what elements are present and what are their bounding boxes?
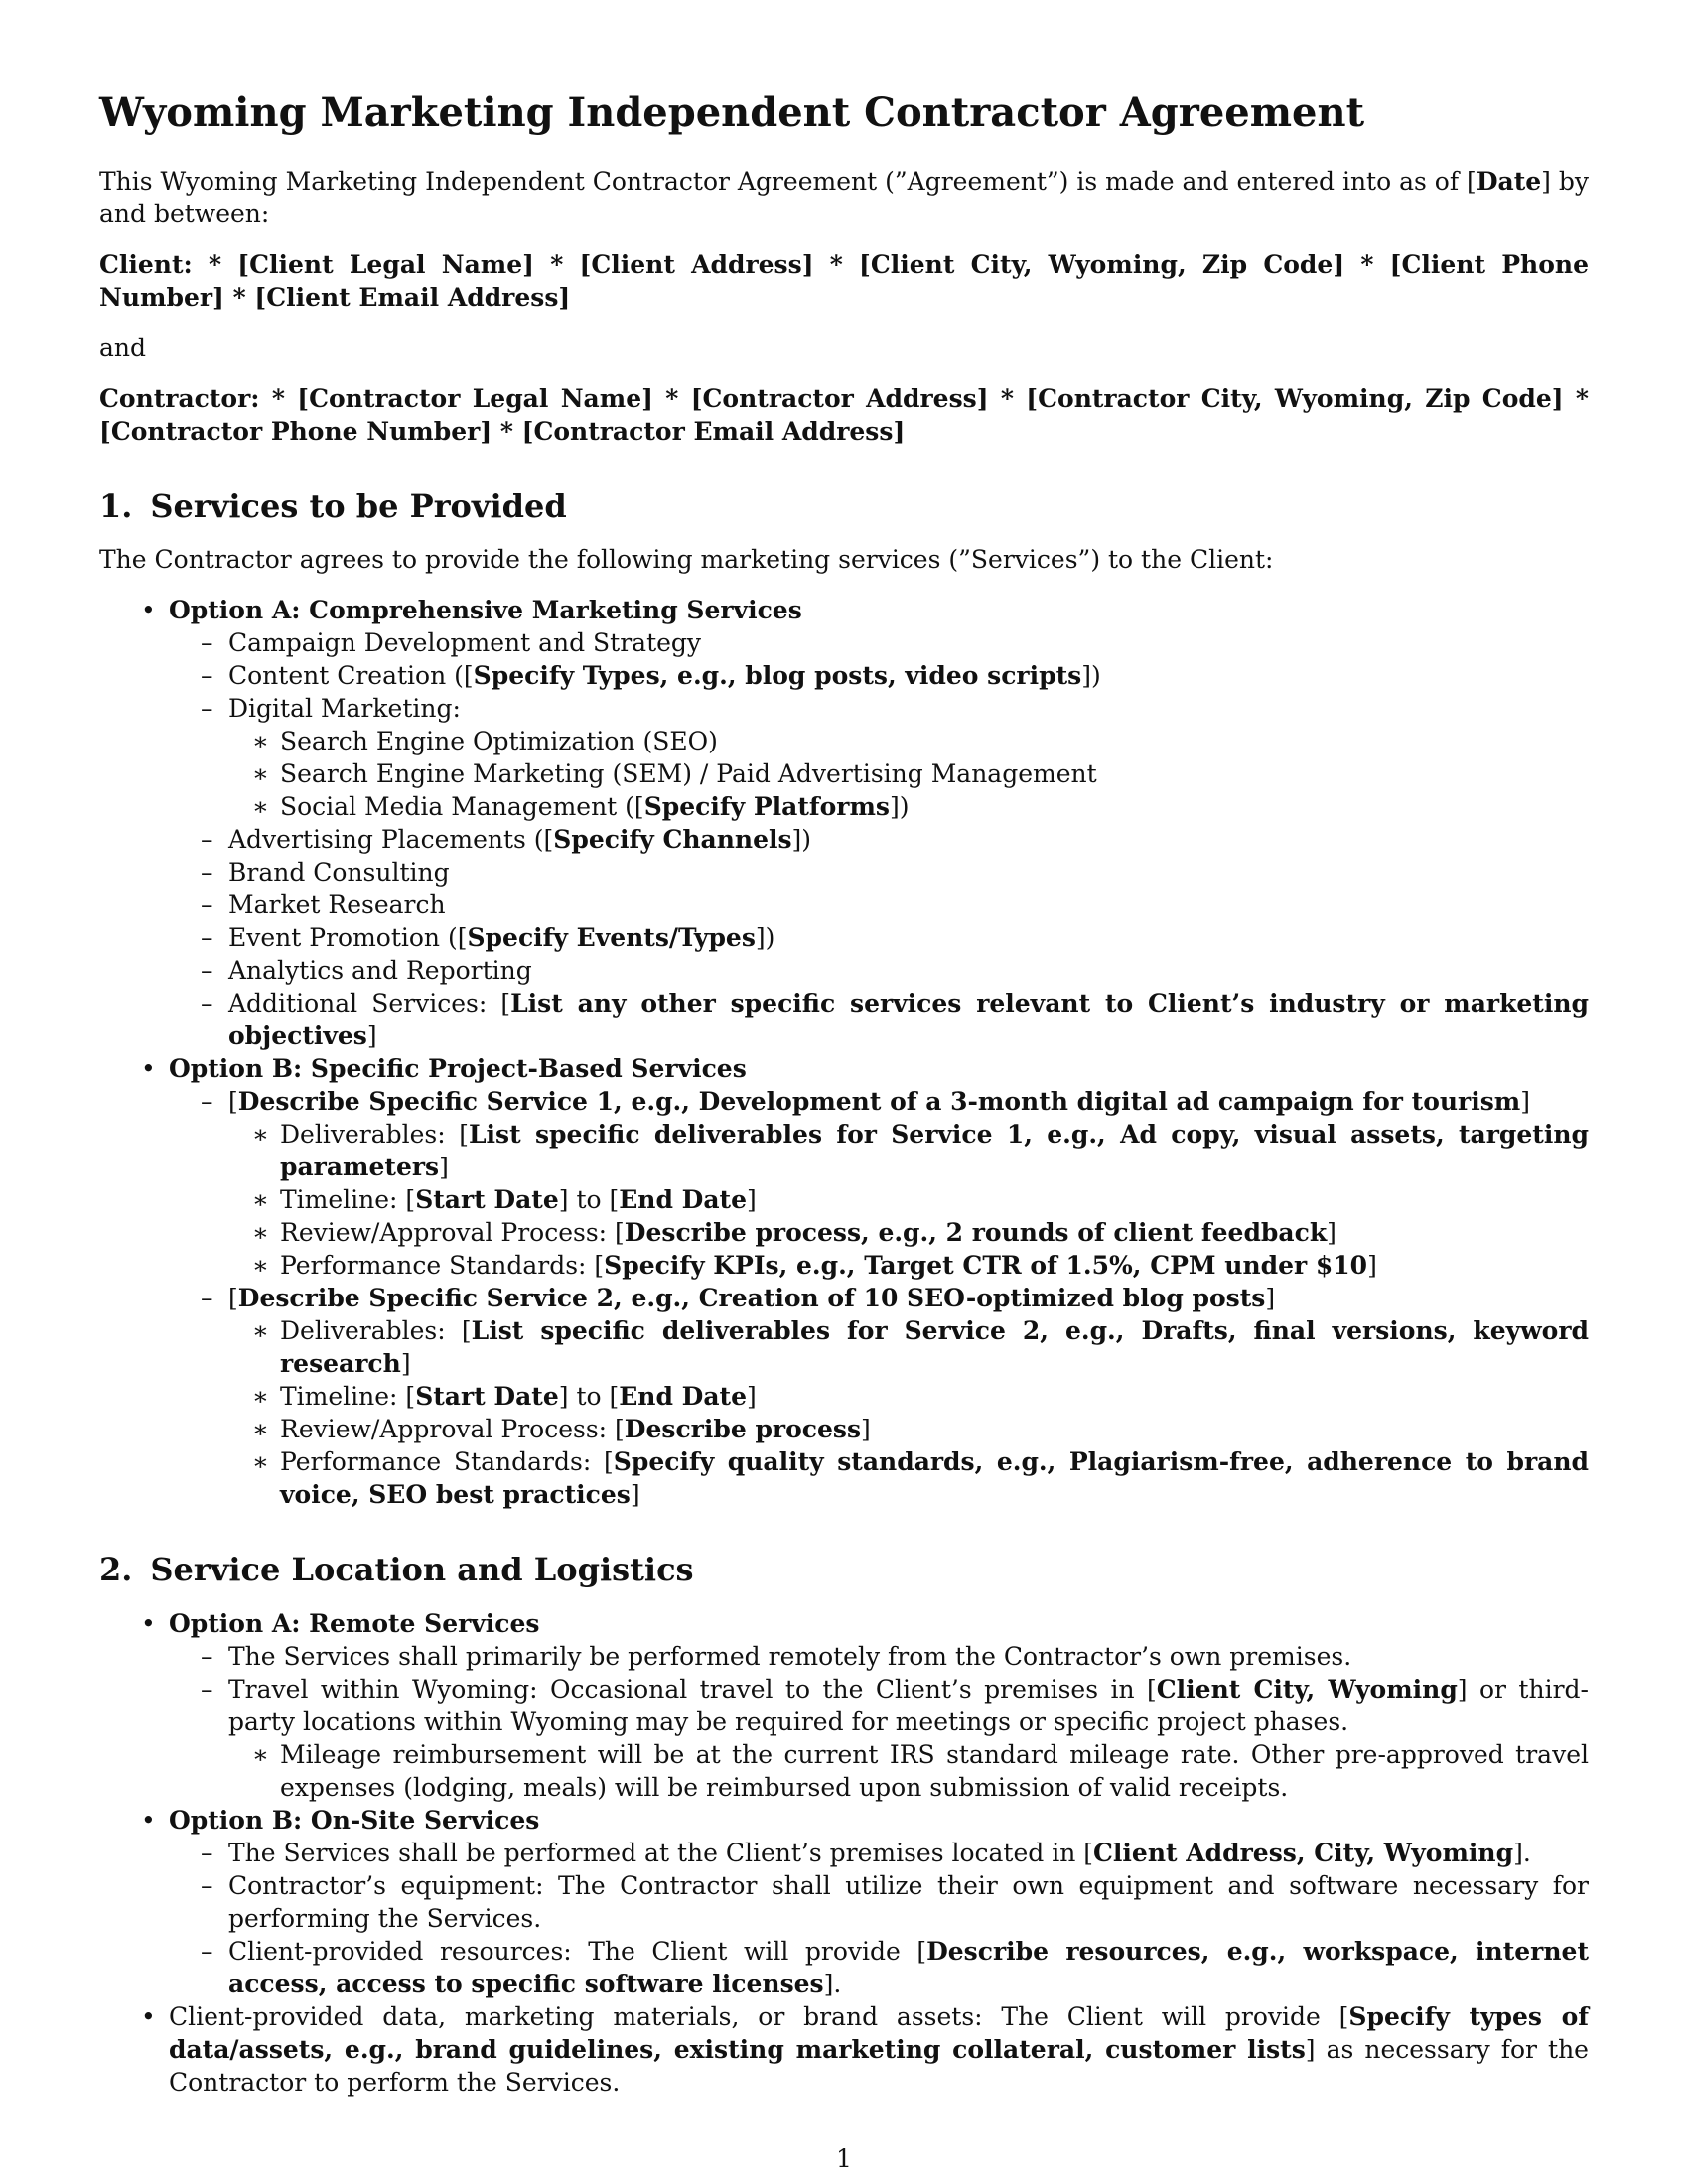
list-item: – Additional Services: [List any other specific services relevant to Client’s industry or marketing objectives] [228, 987, 1589, 1052]
list-item: ∗ Social Media Management ([Specify Platforms]) [280, 790, 1589, 823]
list-item: ∗ Performance Standards: [Specify quality standards, e.g., Plagiarism-free, adherence to brand voice, SEO best practices] [280, 1445, 1589, 1511]
list-item: – Event Promotion ([Specify Events/Types]) [228, 921, 1589, 954]
list-item: ∗ Performance Standards: [Specify KPIs, e.g., Target CTR of 1.5%, CPM under $10] [280, 1249, 1589, 1282]
onsite-option-item: • Option B: On-Site Services – The Services shall be performed at the Client’s premises located in [Client Address, City, Wyoming]. – Contractor’s equipment: The Contractor shall utilize their own equipment and software necessary for performing the Services. – Client-provided resources: The Client will provide [Describe resources, e.g., workspace, internet access, access to specific software licenses]. [169, 1804, 1589, 2000]
option-a-item: • Option A: Comprehensive Marketing Services – Campaign Development and Strategy – Content Creation ([Specify Types, e.g., blog posts, video scripts]) – Digital Marketing: ∗ Search Engine Optimization (SEO) ∗ Search Engine Marketing (SEM) / Paid Advertising Management ∗ Social Media Management ([Specify Platforms]) – Advertising Placements ([Specify Channels]) – Brand Consulting – Market Research – Event Promotion ([Specify Events/Types]) – Analytics and Reporting – Additional Services: [List any other specific services relevant to Client’s industry or marketing objectives] [169, 594, 1589, 1052]
section-1-heading: 1. Services to be Provided [99, 487, 567, 525]
document-title: Wyoming Marketing Independent Contractor Agreement [99, 89, 1365, 136]
list-item: ∗ Review/Approval Process: [Describe process, e.g., 2 rounds of client feedback] [280, 1216, 1589, 1249]
intro-paragraph: This Wyoming Marketing Independent Contractor Agreement (”Agreement”) is made and entered into as of [Date] by and between: [99, 167, 1589, 228]
list-item: – Advertising Placements ([Specify Channels]) [228, 823, 1589, 856]
list-item: – Brand Consulting [228, 856, 1589, 888]
list-item: – Contractor’s equipment: The Contractor shall utilize their own equipment and software necessary for performing the Services. [228, 1869, 1589, 1935]
list-item: ∗ Search Engine Optimization (SEO) [280, 725, 1589, 757]
service-1-item: – [Describe Specific Service 1, e.g., Development of a 3-month digital ad campaign for tourism] ∗ Deliverables: [List specific deliverables for Service 1, e.g., Ad copy, visual assets, targeting parameters] ∗ Timeline: [Start Date] to [End Date] ∗ Review/Approval Process: [Describe process, e.g., 2 rounds of client feedback] ∗ Performance Standards: [Specify KPIs, e.g., Target CTR of 1.5%, CPM under $10] [228, 1085, 1589, 1282]
list-item: – Client-provided resources: The Client will provide [Describe resources, e.g., workspace, internet access, access to specific software licenses]. [228, 1935, 1589, 2000]
remote-option-item: • Option A: Remote Services – The Services shall primarily be performed remotely from the Contractor’s own premises. – Travel within Wyoming: Occasional travel to the Client’s premises in [Client City, Wyoming] or third-party locations within Wyoming may be required for meetings or specific project phases. ∗ Mileage reimbursement will be at the current IRS standard mileage rate. Other pre-approved travel expenses (lodging, meals) will be reimbursed upon submission of valid receipts. [169, 1607, 1589, 1804]
list-item: – Travel within Wyoming: Occasional travel to the Client’s premises in [Client City, Wyoming] or third-party locations within Wyoming may be required for meetings or specific project phases. ∗ Mileage reimbursement will be at the current IRS standard mileage rate. Other pre-approved travel expenses (lodging, meals) will be reimbursed upon submission of valid receipts. [228, 1673, 1589, 1804]
client-block: Client: * [Client Legal Name] * [Client Address] * [Client City, Wyoming, Zip Code] * [Client Phone Number] * [Client Email Address] [99, 250, 1589, 312]
and-text: and [99, 334, 147, 362]
section-2-heading: 2. Service Location and Logistics [99, 1551, 694, 1589]
list-item: ∗ Timeline: [Start Date] to [End Date] [280, 1380, 1589, 1413]
list-item: – Content Creation ([Specify Types, e.g., blog posts, video scripts]) [228, 659, 1589, 692]
list-item: ∗ Mileage reimbursement will be at the current IRS standard mileage rate. Other pre-approved travel expenses (lodging, meals) will be reimbursed upon submission of valid receipts. [280, 1738, 1589, 1804]
list-item: – The Services shall be performed at the Client’s premises located in [Client Address, City, Wyoming]. [228, 1837, 1589, 1869]
list-item: – Campaign Development and Strategy [228, 626, 1589, 659]
list-item: – Market Research [228, 888, 1589, 921]
list-item: ∗ Deliverables: [List specific deliverables for Service 2, e.g., Drafts, final versions, keyword research] [280, 1314, 1589, 1380]
list-item: – Digital Marketing: ∗ Search Engine Optimization (SEO) ∗ Search Engine Marketing (SEM) / Paid Advertising Management ∗ Social Media Management ([Specify Platforms]) [228, 692, 1589, 823]
list-item: ∗ Search Engine Marketing (SEM) / Paid Advertising Management [280, 757, 1589, 790]
list-item: – The Services shall primarily be performed remotely from the Contractor’s own premises. [228, 1640, 1589, 1673]
client-data-item: • Client-provided data, marketing materials, or brand assets: The Client will provide [Specify types of data/assets, e.g., brand guidelines, existing marketing collateral, customer lists] as necessary for the Contractor to perform the Services. [169, 2000, 1589, 2099]
page-number: 1 [836, 2144, 852, 2173]
date-field: Date [1476, 167, 1542, 196]
section-1-intro: The Contractor agrees to provide the following marketing services (”Services”) to the Client: [99, 545, 1274, 575]
service-2-item: – [Describe Specific Service 2, e.g., Creation of 10 SEO-optimized blog posts] ∗ Deliverables: [List specific deliverables for Service 2, e.g., Drafts, final versions, keyword research] ∗ Timeline: [Start Date] to [End Date] ∗ Review/Approval Process: [Describe process] ∗ Performance Standards: [Specify quality standards, e.g., Plagiarism-free, adherence to brand voice, SEO best practices] [228, 1282, 1589, 1511]
list-item: ∗ Deliverables: [List specific deliverables for Service 1, e.g., Ad copy, visual assets, targeting parameters] [280, 1118, 1589, 1183]
services-list [99, 594, 1589, 1511]
client-label: Client: [99, 250, 193, 279]
contractor-label: Contractor: [99, 384, 260, 413]
list-item: – Analytics and Reporting [228, 954, 1589, 987]
list-item: ∗ Review/Approval Process: [Describe process] [280, 1413, 1589, 1445]
option-b-item: • Option B: Specific Project-Based Services – [Describe Specific Service 1, e.g., Development of a 3-month digital ad campaign for tourism] ∗ Deliverables: [List specific deliverables for Service 1, e.g., Ad copy, visual assets, targeting parameters] ∗ Timeline: [Start Date] to [End Date] ∗ Review/Approval Process: [Describe process, e.g., 2 rounds of client feedback] ∗ Performance Standards: [Specify KPIs, e.g., Target CTR of 1.5%, CPM under $10] – [Describe Specific Service 2, e.g., Creation of 10 SEO-optimized blog posts] ∗ Deliverables: [List specific deliverables for Service 2, e.g., Drafts, final versions, keyword research] ∗ Timeline: [Start Date] to [End Date] ∗ Review/Approval Process: [Describe process] ∗ Performance Standards: [Specify quality standards, e.g., Plagiarism-free, adherence to brand voice, SEO best practices] [169, 1052, 1589, 1511]
list-item: ∗ Timeline: [Start Date] to [End Date] [280, 1183, 1589, 1216]
contractor-block: Contractor: * [Contractor Legal Name] * [Contractor Address] * [Contractor City, Wyoming, Zip Code] * [Contractor Phone Number] * [Contractor Email Address] [99, 384, 1590, 446]
logistics-list [99, 1607, 1589, 2099]
